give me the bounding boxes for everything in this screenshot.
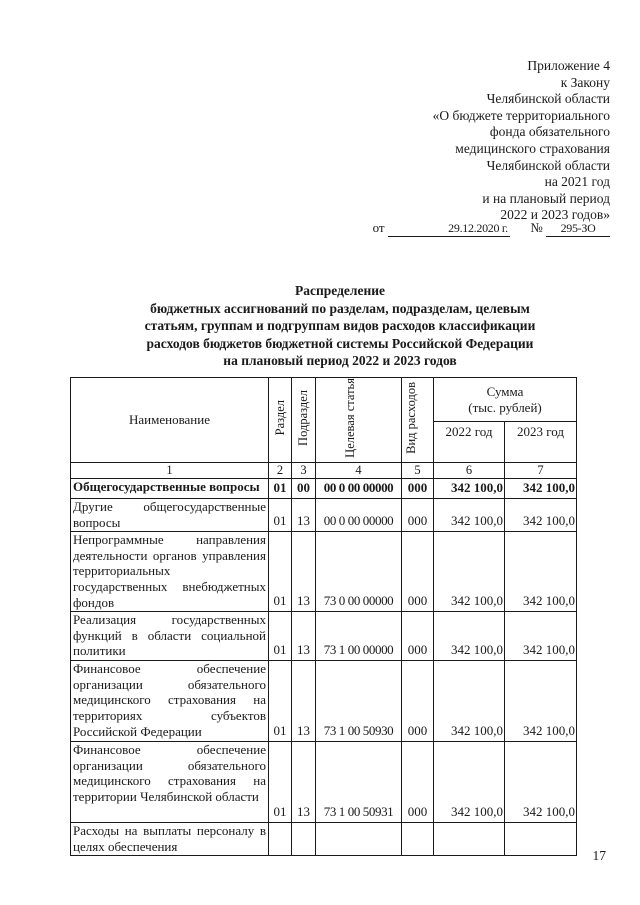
- row-subsection: [292, 822, 316, 855]
- annex-block: [433, 58, 610, 224]
- page-number: 17: [592, 848, 606, 863]
- table-row: [71, 822, 577, 855]
- row-subsection: 13: [292, 660, 316, 741]
- row-subsection: 13: [292, 498, 316, 531]
- header-expense-type: Вид расходов: [402, 378, 434, 463]
- row-sum-2023: 342 100,0: [505, 498, 577, 531]
- row-sum-2023: 342 100,0: [505, 741, 577, 822]
- from-label: от: [372, 220, 385, 235]
- col-number: 7: [505, 462, 577, 478]
- row-type: 000: [402, 478, 434, 498]
- row-sum-2022: [434, 822, 505, 855]
- row-name: Финансовое обеспечение организации обязательного медицинского страхования на территории Челябинской области: [71, 741, 269, 822]
- table-row: [71, 741, 577, 822]
- header-sum: [434, 378, 577, 422]
- title-line: статьям, группам и подгруппам видов расходов классификации: [144, 318, 536, 333]
- annex-line: и на плановый период: [482, 190, 610, 206]
- row-type: 000: [402, 498, 434, 531]
- row-section: [269, 822, 292, 855]
- row-target: 00 0 00 00000: [316, 478, 402, 498]
- row-sum-2022: 342 100,0: [434, 498, 505, 531]
- row-sum-2023: 342 100,0: [505, 611, 577, 660]
- row-section: 01: [269, 531, 292, 611]
- document-title: [40, 282, 640, 370]
- law-date-number: [373, 220, 610, 237]
- row-section: 01: [269, 611, 292, 660]
- row-type: 000: [402, 611, 434, 660]
- number-label: №: [530, 220, 543, 235]
- title-line: расходов бюджетов бюджетной системы Российской Федерации: [146, 335, 534, 351]
- law-date: 29.12.2020 г.: [388, 221, 510, 237]
- row-sum-2023: [505, 822, 577, 855]
- row-target: [316, 822, 402, 855]
- header-subsection: Подраздел: [292, 378, 316, 463]
- row-section: 01: [269, 660, 292, 741]
- col-number: 6: [434, 462, 505, 478]
- budget-table: [70, 377, 577, 856]
- annex-line: Челябинской области: [486, 91, 610, 107]
- row-sum-2022: 342 100,0: [434, 741, 505, 822]
- row-name: Другие общегосударственные вопросы: [71, 498, 269, 531]
- col-number: 5: [402, 462, 434, 478]
- header-name: Наименование: [71, 378, 269, 463]
- row-subsection: 00: [292, 478, 316, 498]
- row-name: Расходы на выплаты персоналу в целях обеспечения: [71, 822, 269, 855]
- annex-line: 2022 и 2023 годов»: [500, 207, 610, 223]
- annex-line: Челябинской области: [486, 157, 610, 173]
- row-sum-2022: 342 100,0: [434, 478, 505, 498]
- row-subsection: 13: [292, 741, 316, 822]
- row-sum-2023: 342 100,0: [505, 660, 577, 741]
- law-number: 295-ЗО: [546, 221, 610, 237]
- row-sum-2022: 342 100,0: [434, 660, 505, 741]
- header-sum-label: Сумма: [486, 383, 524, 399]
- row-type: [402, 822, 434, 855]
- row-target: 73 1 00 50930: [316, 660, 402, 741]
- row-target: 73 0 00 00000: [316, 531, 402, 611]
- header-target: Целевая статья: [316, 378, 402, 463]
- col-number: 3: [292, 462, 316, 478]
- annex-line: на 2021 год: [544, 174, 610, 190]
- row-target: 00 0 00 00000: [316, 498, 402, 531]
- row-target: 73 1 00 50931: [316, 741, 402, 822]
- header-year-2022: 2022 год: [434, 422, 505, 463]
- header-sum-unit: (тыс. рублей): [468, 399, 542, 415]
- row-subsection: 13: [292, 611, 316, 660]
- header-section: Раздел: [269, 378, 292, 463]
- annex-line: к Закону: [560, 74, 610, 90]
- row-sum-2022: 342 100,0: [434, 531, 505, 611]
- header-year-2023: 2023 год: [505, 422, 577, 463]
- col-number: 4: [316, 462, 402, 478]
- row-section: 01: [269, 478, 292, 498]
- title-line: на плановый период 2022 и 2023 годов: [223, 353, 457, 368]
- col-number: 2: [269, 462, 292, 478]
- row-target: 73 1 00 00000: [316, 611, 402, 660]
- row-type: 000: [402, 660, 434, 741]
- row-section: 01: [269, 741, 292, 822]
- row-name: Финансовое обеспечение организации обязательного медицинского страхования на территориях субъектов Российской Федерации: [71, 660, 269, 741]
- row-name: Непрограммные направления деятельности органов управления территориальных государственных внебюджетных фондов: [71, 531, 269, 611]
- table-row: [71, 660, 577, 741]
- table-row: [71, 478, 577, 498]
- row-name: Общегосударственные вопросы: [71, 478, 269, 498]
- table-row: [71, 611, 577, 660]
- row-sum-2022: 342 100,0: [434, 611, 505, 660]
- title-line: бюджетных ассигнований по разделам, подразделам, целевым: [150, 300, 530, 316]
- title-line: Распределение: [294, 283, 386, 298]
- col-number: 1: [71, 462, 269, 478]
- row-sum-2023: 342 100,0: [505, 478, 577, 498]
- table-row: [71, 498, 577, 531]
- row-type: 000: [402, 531, 434, 611]
- annex-line: «О бюджете территориального: [432, 107, 610, 123]
- row-sum-2023: 342 100,0: [505, 531, 577, 611]
- table-row: [71, 531, 577, 611]
- row-subsection: 13: [292, 531, 316, 611]
- row-type: 000: [402, 741, 434, 822]
- row-section: 01: [269, 498, 292, 531]
- annex-line: Приложение 4: [527, 58, 610, 73]
- row-name: Реализация государственных функций в области социальной политики: [71, 611, 269, 660]
- annex-line: фонда обязательного: [489, 124, 610, 140]
- annex-line: медицинского страхования: [455, 140, 610, 156]
